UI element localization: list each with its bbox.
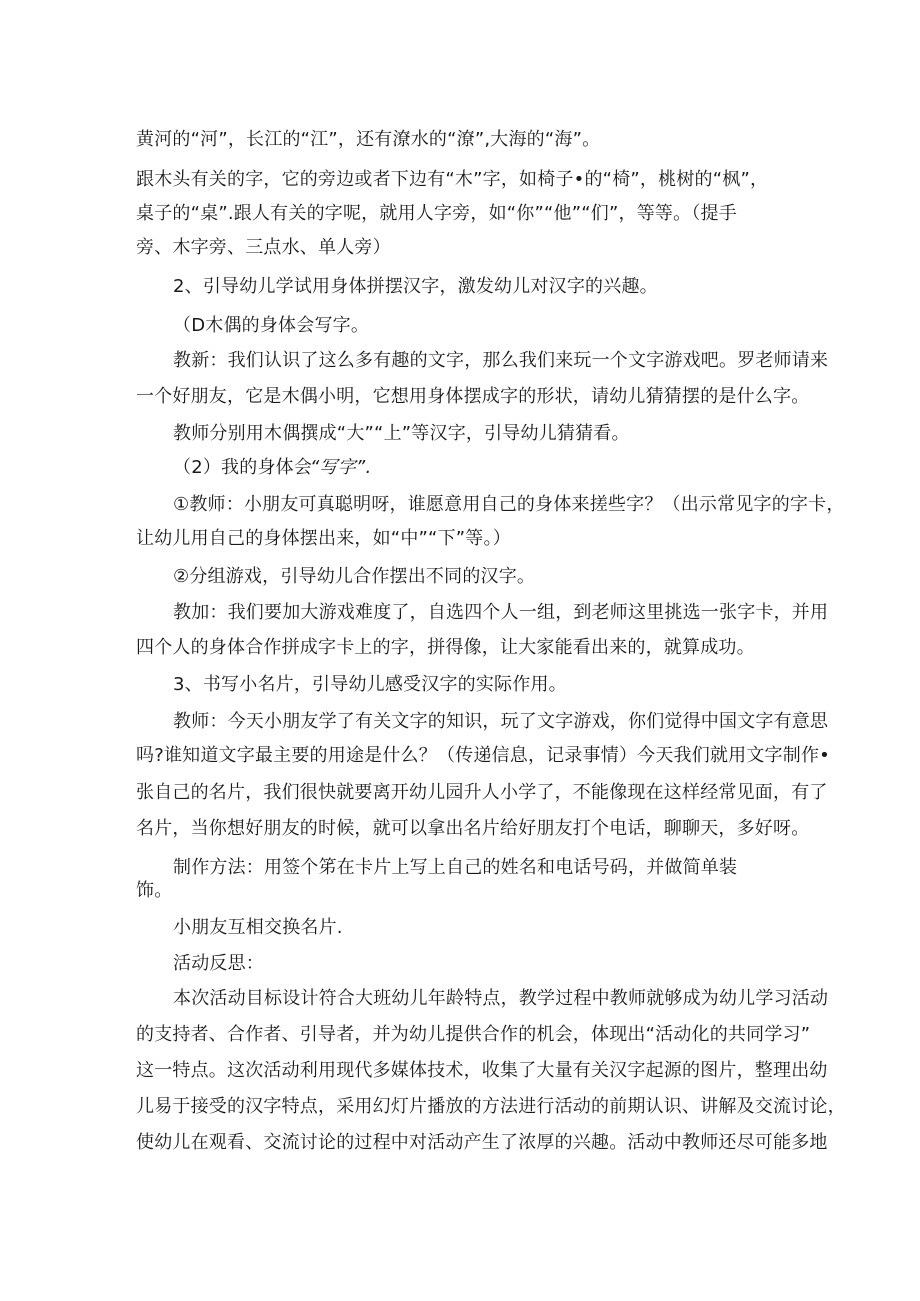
paragraph-line: 本次活动目标设计符合大班幼儿年龄特点，教学过程中教师就够成为幼儿学习活动 xyxy=(173,988,829,1009)
paragraph-line: 一个好朋友，它是木偶小明，它想用身体摆成字的形状，请幼儿猜猜摆的是什么字。 xyxy=(136,386,810,407)
paragraph-line: （D木偶的身体会写字。 xyxy=(173,315,370,336)
paragraph-line: 名片，当你想好朋友的时候，就可以拿出名片给好朋友打个电话，聊聊天，多好呀。 xyxy=(136,818,810,839)
paragraph-line: 旁、木字旁、三点水、单人旁） xyxy=(136,237,391,258)
paragraph-line: 教新：我们认识了这么多有趣的文字，那么我们来玩一个文字游戏吧。罗老师请来 xyxy=(173,350,829,371)
paragraph-line: 吗?谁知道文字最主要的用途是什么？（传递信息，记录事情）今天我们就用文字制作• xyxy=(136,745,830,766)
paragraph-line: ②分组游戏，引导幼儿合作摆出不同的汉字。 xyxy=(173,566,536,587)
paragraph-line: 这一特点。这次活动利用现代多媒体技术，收集了大量有关汉字起源的图片，整理出幼 xyxy=(136,1060,828,1081)
paragraph-line: 小朋友互相交换名片. xyxy=(173,917,343,938)
paragraph-line: （2）我的身体会 xyxy=(173,457,313,478)
section-heading: 活动反思： xyxy=(173,953,264,974)
paragraph-line: 教加：我们要加大游戏难度了，自选四个人一组，到老师这里挑选一张字卡，并用 xyxy=(173,602,829,623)
section-heading: 2、引导幼儿学试用身体拼摆汉字，激发幼儿对汉字的兴趣。 xyxy=(173,276,658,297)
paragraph-line: 教师：今天小朋友学了有关文字的知识，玩了文字游戏，你们觉得中国文字有意思 xyxy=(173,711,829,732)
paragraph-line: 教师分别用木偶撰成“大”“上”等汉字，引导幼儿猜猜看。 xyxy=(173,423,630,444)
paragraph-line: 张自己的名片，我们很快就要离开幼儿园升人小学了，不能像现在这样经常见面，有了 xyxy=(136,782,828,803)
paragraph-line: 桌子的“桌”.跟人有关的字呢，就用人字旁，如“你”“他”“们”，等等。（提手 xyxy=(136,203,737,224)
paragraph-line: 跟木头有关的字，它的旁边或者下边有“木”字，如椅子•的“椅”，桃树的“枫”， xyxy=(136,169,769,190)
section-heading: 3、书写小名片，引导幼儿感受汉字的实际作用。 xyxy=(173,674,567,695)
paragraph-line: 饰。 xyxy=(136,880,173,901)
paragraph-line: 让幼儿用自己的身体摆出来，如“中”“下”等。） xyxy=(136,528,511,549)
paragraph-line: 的支持者、合作者、引导者，并为幼儿提供合作的机会，体现出“活动化的共同学习” xyxy=(136,1024,811,1045)
paragraph-line: 制作方法：用签个笫在卡片上写上自己的姓名和电话号码，并做简单装 xyxy=(173,857,738,878)
paragraph-line: 儿易于接受的汉字特点，采用幻灯片播放的方法进行活动的前期认识、讲解及交流讨论， xyxy=(136,1096,846,1117)
paragraph-line: ①教师：小朋友可真聪明呀，谁愿意用自己的身体来搓些字？（出示常见字的字卡， xyxy=(173,494,845,515)
paragraph-line: 使幼儿在观看、交流讨论的过程中对活动产生了浓厚的兴趣。活动中教师还尽可能多地 xyxy=(136,1132,828,1153)
italic-quote: “写字”. xyxy=(310,457,372,478)
paragraph-line: 四个人的身体合作拼成字卡上的字，拼得像，让大家能看出来的，就算成功。 xyxy=(136,637,755,658)
paragraph-line: 黄河的“河”，长江的“江”，还有潦水的“潦”,大海的“海”。 xyxy=(136,129,601,150)
